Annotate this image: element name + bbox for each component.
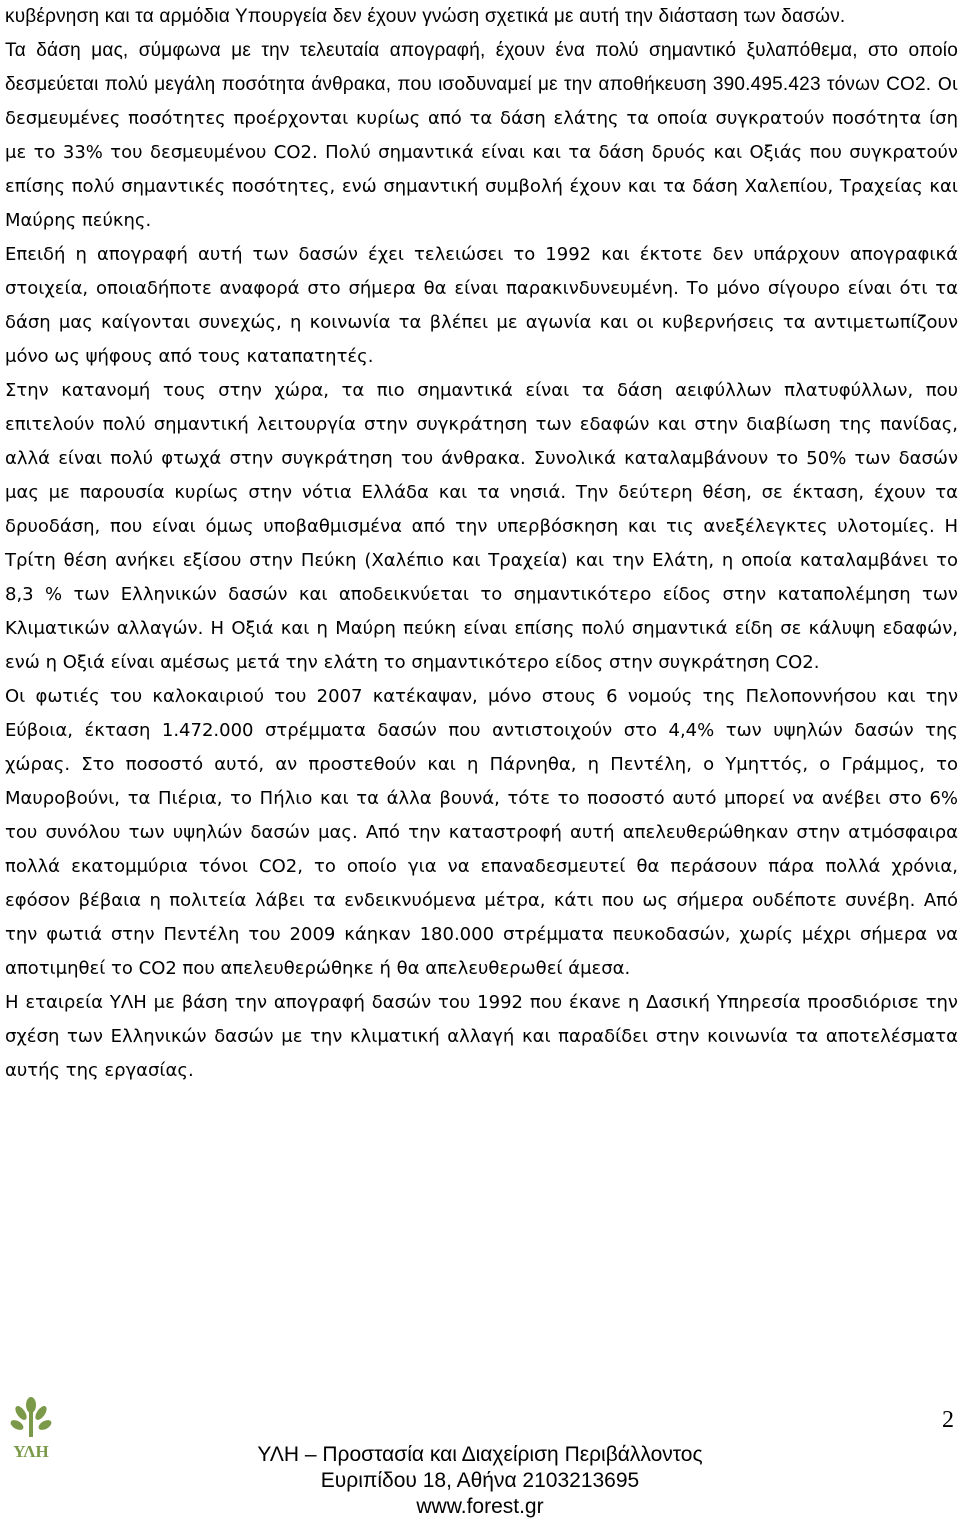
footer-line-2: Ευριπίδου 18, Αθήνα 2103213695 bbox=[320, 1469, 640, 1492]
paragraph-1: κυβέρνηση και τα αρμόδια Υπουργεία δεν έχουν γνώση σχετικά με αυτή την διάσταση των δασών. bbox=[5, 6, 846, 27]
body-text bbox=[5, 0, 958, 1088]
paragraph-3: Επειδή η απογραφή αυτή των δασών έχει τελειώσει το 1992 και έκτοτε δεν υπάρχουν απογραφικά στοιχεία, οποιαδήποτε αναφορά στο σήμερα θα είναι παρακινδυνευμένη. Το μόνο σίγουρο είναι ότι τα δάση μας καίγονται συνεχώς, η κοινωνία τα βλέπει με αγωνία και οι κυβερνήσεις τα αντιμετωπίζουν μόνο ως ψήφους από τους καταπατητές. bbox=[5, 244, 958, 367]
paragraph-5: Οι φωτιές του καλοκαιριού του 2007 κατέκαψαν, μόνο στους 6 νομούς της Πελοποννήσου και την Εύβοια, έκταση 1.472.000 στρέμματα δασών που αντιστοιχούν στο 4,4% των υψηλών δασών της χώρας. Στο ποσοστό αυτό, αν προστεθούν και η Πάρνηθα, η Πεντέλη, ο Υμηττός, ο Γράμμος, το Μαυροβούνι, τα Πιέρια, το Πήλιο και τα άλλα βουνά, τότε το ποσοστό αυτό μπορεί να ανέβει στο 6% του συνόλου των υψηλών δασών μας. Από την καταστροφή αυτή απελευθερώθηκαν στην ατμόσφαιρα πολλά εκατομμύρια τόνοι CO2, το οποίο για να επαναδεσμευτεί θα περάσουν πάρα πολλά χρόνια, εφόσον βέβαια η πολιτεία λάβει τα ενδεικνυόμενα μέτρα, κάτι που ως σήμερα ουδέποτε συνέβη. Από την φωτιά στην Πεντέλη του 2009 κάηκαν 180.000 στρέμματα πευκοδασών, χωρίς μέχρι σήμερα να αποτιμηθεί το CO2 που απελευθερώθηκε ή θα απελευθερωθεί άμεσα. bbox=[5, 686, 958, 979]
paragraph-2-part-1: Τα δάση μας, σύμφωνα με την τελευταία απογραφή, έχουν ένα πολύ σημαντικό ξυλαπόθεμα, στο οποίο δεσμεύεται πολύ μεγάλη ποσότητα άνθρακα, που ισοδυναμεί με την αποθήκευση 390.495.423 τόνων CO2. bbox=[5, 40, 958, 95]
paragraph-2 bbox=[5, 34, 958, 238]
logo-text: ΥΛΗ bbox=[13, 1442, 49, 1461]
paragraph-6: Η εταιρεία ΥΛΗ με βάση την απογραφή δασών του 1992 που έκανε η Δασική Υπηρεσία προσδιόρισε την σχέση των Ελληνικών δασών με την κλιματική αλλαγή και παραδίδει στην κοινωνία τα αποτελέσματα αυτής της εργασίας. bbox=[5, 992, 958, 1081]
page-number: 2 bbox=[942, 1407, 954, 1433]
paragraph-4: Στην κατανομή τους στην χώρα, τα πιο σημαντικά είναι τα δάση αειφύλλων πλατυφύλλων, που επιτελούν πολύ σημαντική λειτουργία στην συγκράτηση των εδαφών και στην διαβίωση της πανίδας, αλλά είναι πολύ φτωχά στην συγκράτηση του άνθρακα. Συνολικά καταλαμβάνουν το 50% των δασών μας με παρουσία κυρίως στην νότια Ελλάδα και τα νησιά. Την δεύτερη θέση, σε έκταση, έχουν τα δρυοδάση, που είναι όμως υποβαθμισμένα από την υπερβόσκηση και τις ανεξέλεγκτες υλοτομίες. Η Τρίτη θέση ανήκει εξίσου στην Πεύκη (Χαλέπιο και Τραχεία) και την Ελάτη, η οποία καταλαμβάνει το 8,3 % των Ελληνικών δασών και αποδεικνύεται το σημαντικότερο είδος στην καταπολέμηση των Κλιματικών αλλαγών. Η Οξιά και η Μαύρη πεύκη είναι επίσης πολύ σημαντικά είδη σε κάλυψη εδαφών, ενώ η Οξιά είναι αμέσως μετά την ελάτη το σημαντικότερο είδος στην συγκράτηση CO2. bbox=[5, 380, 958, 673]
footer-website-link[interactable]: www.forest.gr bbox=[416, 1495, 544, 1518]
footer bbox=[0, 1442, 960, 1520]
footer-line-1: ΥΛΗ – Προστασία και Διαχείριση Περιβάλλοντος bbox=[257, 1443, 703, 1466]
paragraph-2-part-2: Οι δεσμευμένες ποσότητες προέρχονται κυρίως από τα δάση ελάτης τα οποία συγκρατούν ποσότητα ίση με το 33% του δεσμευμένου CO2. Πολύ σημαντικά είναι και τα δάση δρυός και Οξιάς που συγκρατούν επίσης πολύ σημαντικές ποσότητες, ενώ σημαντική συμβολή έχουν και τα δάση Χαλεπίου, Τραχείας και Μαύρης πεύκης. bbox=[5, 74, 958, 231]
